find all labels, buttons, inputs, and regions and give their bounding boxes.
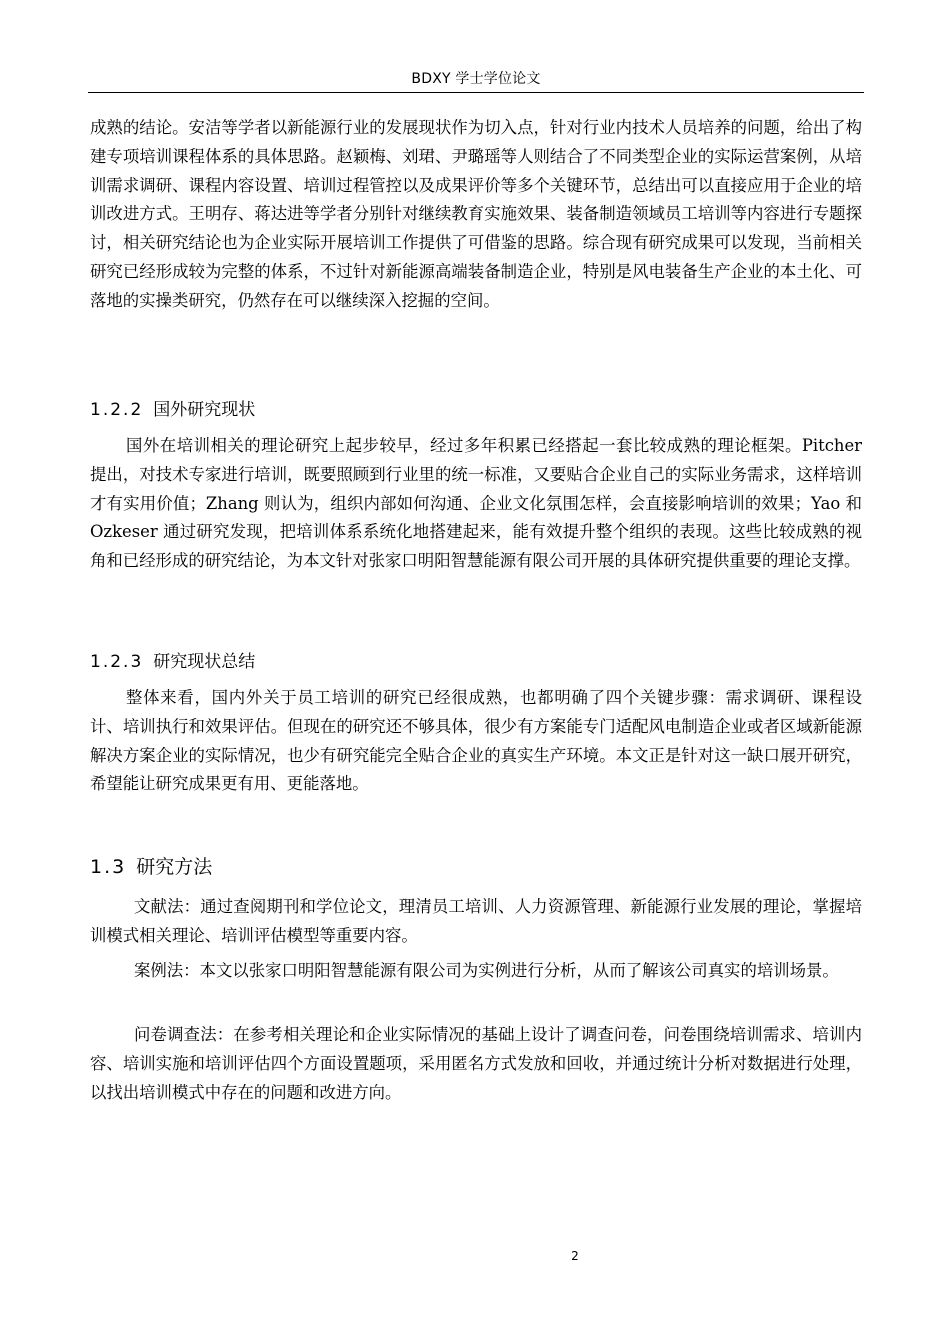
- section-number: 1.2.3: [90, 652, 144, 672]
- section-title: 国外研究现状: [153, 400, 256, 420]
- section-title: 研究方法: [136, 856, 213, 878]
- header-title: BDXY 学士学位论文: [411, 71, 541, 87]
- section-heading-1-2-3: [90, 647, 255, 672]
- page-header: [88, 66, 864, 93]
- paragraph-research-summary: 整体来看，国内外关于员工培训的研究已经很成熟，也都明确了四个关键步骤：需求调研、课程设计、培训执行和效果评估。但现在的研究还不够具体，很少有方案能专门适配风电制造企业或者区域新能源解决方案企业的实际情况，也少有研究能完全贴合企业的真实生产环境。本文正是针对这一缺口展开研究，希望能让研究成果更有用、更能落地。: [90, 688, 862, 794]
- paragraph-literature-method: 文献法：通过查阅期刊和学位论文，理清员工培训、人力资源管理、新能源行业发展的理论，掌握培训模式相关理论、培训评估模型等重要内容。: [90, 897, 862, 945]
- section-number: 1.3: [90, 856, 127, 878]
- paragraph-case-method: 案例法：本文以张家口明阳智慧能源有限公司为实例进行分析，从而了解该公司真实的培训场景。: [134, 961, 839, 980]
- section-number: 1.2.2: [90, 400, 144, 420]
- section-title: 研究现状总结: [153, 652, 256, 672]
- paragraph-survey-method: 问卷调查法：在参考相关理论和企业实际情况的基础上设计了调查问卷，问卷围绕培训需求、培训内容、培训实施和培训评估四个方面设置题项，采用匿名方式发放和回收，并通过统计分析对数据进行处理，以找出培训模式中存在的问题和改进方向。: [90, 1025, 862, 1102]
- section-heading-1-2-2: [90, 395, 255, 420]
- paragraph-foreign-research: 国外在培训相关的理论研究上起步较早，经过多年积累已经搭起一套比较成熟的理论框架。Pitcher 提出，对技术专家进行培训，既要照顾到行业里的统一标准，又要贴合企业自己的实际业务需求，这样培训才有实用价值；Zhang 则认为，组织内部如何沟通、企业文化氛围怎样，会直接影响培训的效果；Yao 和 Ozkeser 通过研究发现，把培训体系系统化地搭建起来，能有效提升整个组织的表现。这些比较成熟的视角和已经形成的研究结论，为本文针对张家口明阳智慧能源有限公司开展的具体研究提供重要的理论支撑。: [90, 436, 862, 571]
- paragraph-domestic-research-conclusion: 成熟的结论。安洁等学者以新能源行业的发展现状作为切入点，针对行业内技术人员培养的问题，给出了构建专项培训课程体系的具体思路。赵颖梅、刘珺、尹璐瑶等人则结合了不同类型企业的实际运营案例，从培训需求调研、课程内容设置、培训过程管控以及成果评价等多个关键环节，总结出可以直接应用于企业的培训改进方式。王明存、蒋达进等学者分别针对继续教育实施效果、装备制造领域员工培训等内容进行专题探讨，相关研究结论也为企业实际开展培训工作提供了可借鉴的思路。综合现有研究成果可以发现，当前相关研究已经形成较为完整的体系，不过针对新能源高端装备制造企业，特别是风电装备生产企业的本土化、可落地的实操类研究，仍然存在可以继续深入挖掘的空间。: [90, 118, 862, 310]
- section-heading-1-3: [90, 852, 212, 879]
- page-number: 2: [571, 1249, 579, 1263]
